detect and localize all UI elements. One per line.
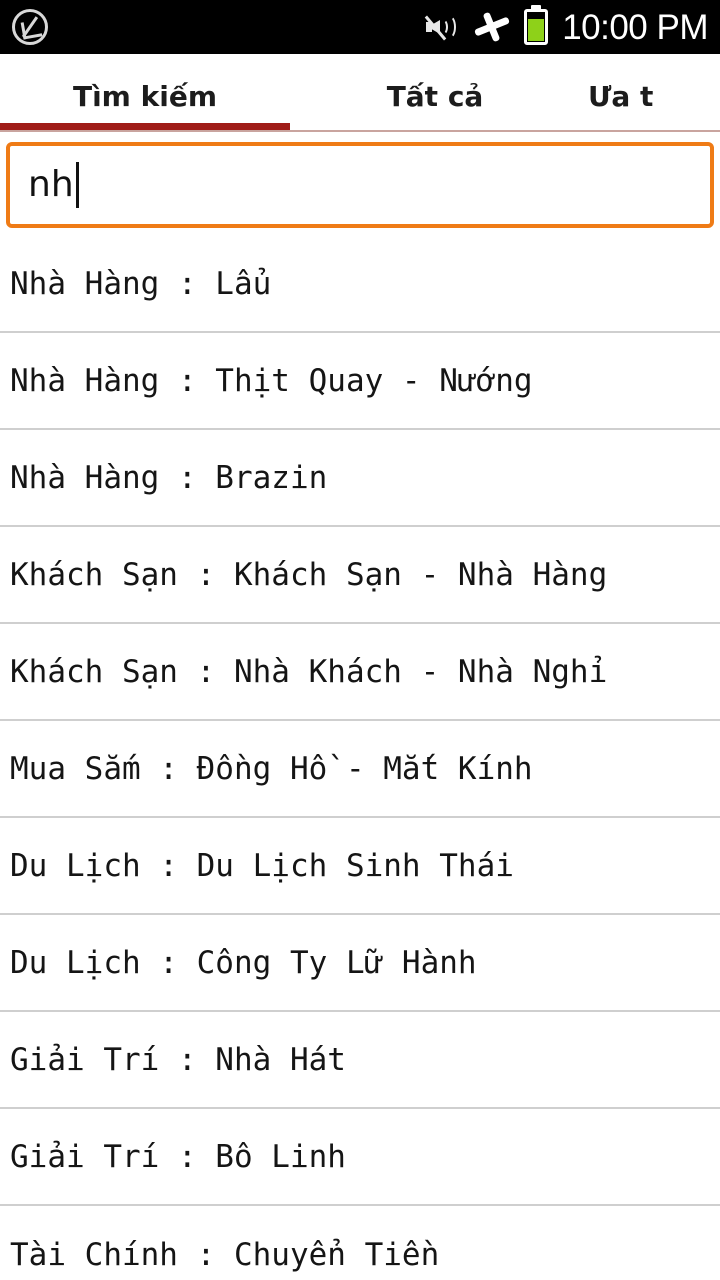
status-bar: [0, 0, 720, 54]
list-item[interactable]: Giải Trí : Bô Linh: [0, 1109, 720, 1206]
tab-tat-ca[interactable]: [290, 54, 580, 130]
tab-ua-thich[interactable]: [580, 54, 720, 130]
status-bar-right: [426, 9, 708, 45]
list-item[interactable]: Khách Sạn : Nhà Khách - Nhà Nghỉ: [0, 624, 720, 721]
list-item[interactable]: Mua Sắm : Đồng Hồ - Mắt Kính: [0, 721, 720, 818]
list-item[interactable]: Nhà Hàng : Brazin: [0, 430, 720, 527]
list-item[interactable]: Giải Trí : Nhà Hát: [0, 1012, 720, 1109]
status-bar-left: [12, 9, 48, 45]
search-input-value: nh: [28, 164, 74, 205]
tab-bar: [0, 54, 720, 130]
battery-icon: [524, 9, 548, 45]
status-bar-clock: 10:00 PM: [562, 7, 708, 47]
search-input[interactable]: [6, 142, 714, 228]
search-container: [0, 132, 720, 236]
list-item[interactable]: Nhà Hàng : Thịt Quay - Nướng: [0, 333, 720, 430]
airplane-mode-icon: [474, 10, 510, 44]
tab-tat-ca-label: Tất cả: [386, 80, 484, 113]
text-caret: [76, 162, 79, 208]
list-item[interactable]: Nhà Hàng : Lẩu: [0, 236, 720, 333]
list-item[interactable]: Khách Sạn : Khách Sạn - Nhà Hàng: [0, 527, 720, 624]
tab-tim-kiem[interactable]: [0, 54, 290, 130]
mute-icon: [426, 11, 460, 43]
list-item[interactable]: Du Lịch : Du Lịch Sinh Thái: [0, 818, 720, 915]
tab-selected-indicator: [0, 123, 290, 130]
list-item[interactable]: Du Lịch : Công Ty Lữ Hành: [0, 915, 720, 1012]
list-item[interactable]: Tài Chính : Chuyển Tiền: [10, 1236, 440, 1273]
no-access-icon: [12, 9, 48, 45]
search-results-list[interactable]: [0, 236, 720, 1280]
tab-ua-thich-label: Ưa t: [588, 80, 654, 113]
tab-tim-kiem-label: Tìm kiếm: [72, 80, 217, 113]
